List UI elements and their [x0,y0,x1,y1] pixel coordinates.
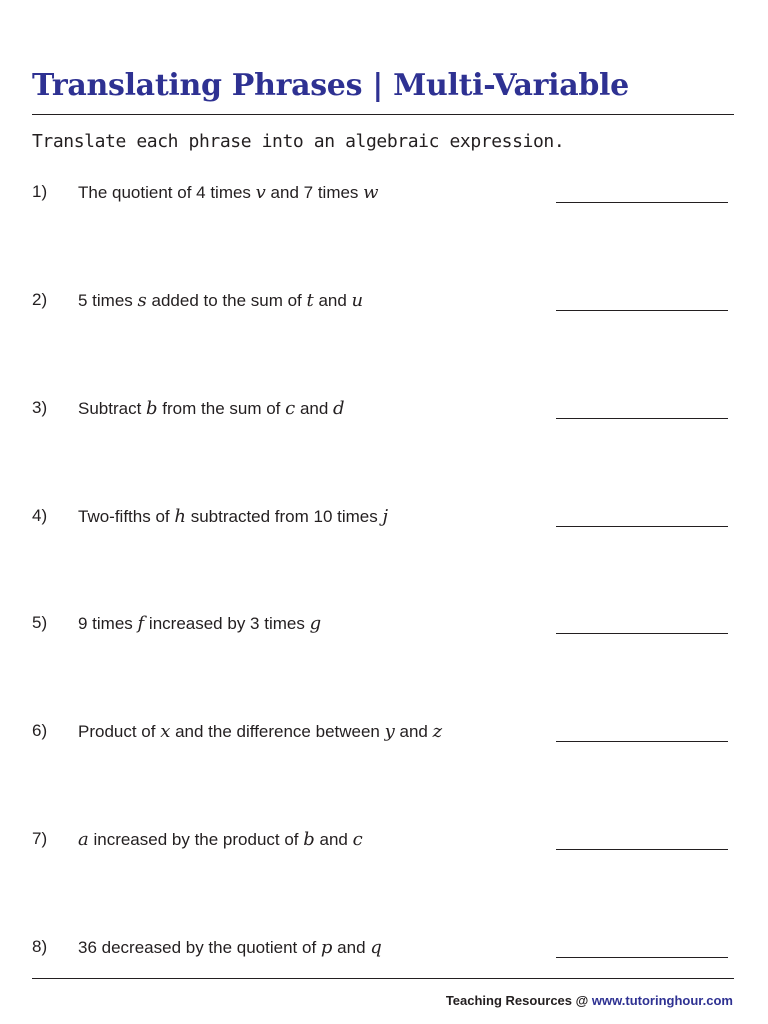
worksheet-title: Translating Phrases | Multi-Variable [32,68,629,103]
answer-blank[interactable] [556,957,728,958]
question-text: Subtract b from the sum of c and d [78,398,345,419]
footer-divider [32,978,734,979]
variable: u [351,290,364,311]
answer-blank[interactable] [556,526,728,527]
answer-blank[interactable] [556,741,728,742]
variable: v [255,182,266,203]
variable: z [432,721,443,742]
variable: t [306,290,314,311]
variable: b [303,829,315,850]
question-2 [32,288,734,316]
variable: c [285,398,296,419]
footer-label: Teaching Resources @ [445,993,592,1008]
variable: j [382,506,389,527]
variable: g [309,613,322,634]
answer-blank[interactable] [556,849,728,850]
question-1 [32,180,734,208]
question-6 [32,719,734,747]
question-4 [32,504,734,532]
question-number: 4) [32,506,48,525]
question-text: The quotient of 4 times v and 7 times w [78,182,379,203]
variable: d [333,398,345,419]
question-number: 7) [32,829,48,848]
question-text: 9 times f increased by 3 times g [78,613,322,634]
variable: f [137,613,145,634]
variable: a [78,829,89,850]
question-number: 5) [32,613,48,632]
question-number: 1) [32,182,48,201]
footer-credit [446,993,733,1008]
variable: s [137,290,147,311]
instructions: Translate each phrase into an algebraic expression. [32,131,565,152]
question-number: 3) [32,398,48,417]
variable: c [352,829,363,850]
variable: q [370,937,382,958]
question-number: 2) [32,290,48,309]
question-number: 6) [32,721,48,740]
variable: y [384,721,395,742]
footer-site-link[interactable]: www.tutoringhour.com [591,993,733,1008]
question-8 [32,935,734,963]
question-3 [32,396,734,424]
question-text: Two-fifths of h subtracted from 10 times j [78,506,389,527]
question-text: 36 decreased by the quotient of p and q [78,937,382,958]
question-5 [32,611,734,639]
answer-blank[interactable] [556,202,728,203]
question-7 [32,827,734,855]
variable: b [146,398,158,419]
question-number: 8) [32,937,48,956]
question-text: Product of x and the difference between y and z [78,721,443,742]
header-divider [32,114,734,115]
answer-blank[interactable] [556,310,728,311]
answer-blank[interactable] [556,633,728,634]
variable: h [174,506,186,527]
question-text: a increased by the product of b and c [78,829,363,850]
variable: p [320,937,333,958]
question-text: 5 times s added to the sum of t and u [78,290,364,311]
variable: w [363,182,379,203]
answer-blank[interactable] [556,418,728,419]
variable: x [160,721,171,742]
